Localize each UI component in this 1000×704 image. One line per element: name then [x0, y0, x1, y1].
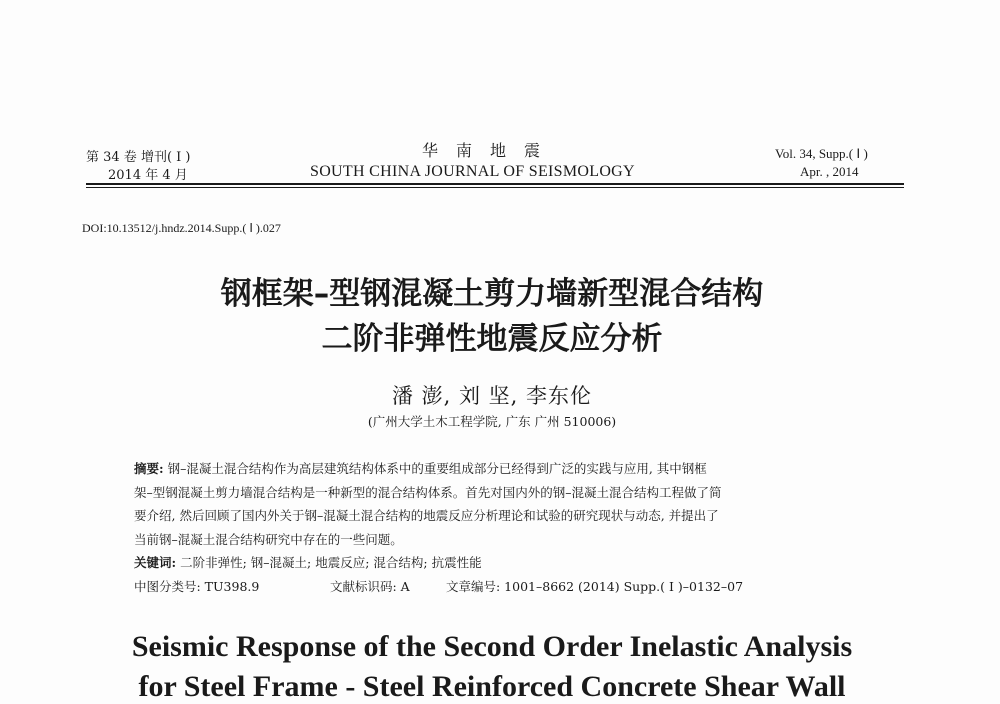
paper-title-line2: 二阶非弹性地震反应分析: [321, 321, 663, 357]
abstract-text: 钢–混凝土混合结构作为高层建筑结构体系中的重要组成部分已经得到广泛的实践与应用, 其中钢框: [163, 461, 707, 476]
journal-title-cn: 华南地震: [422, 141, 559, 160]
doi[interactable]: DOI:10.13512/j.hndz.2014.Supp.( Ⅰ ).027: [82, 221, 281, 235]
keywords-text: 二阶非弹性; 钢–混凝土; 地震反应; 混合结构; 抗震性能: [176, 555, 482, 570]
english-title-line1: Seismic Response of the Second Order Inelastic Analysis: [131, 630, 853, 663]
english-title-line2: for Steel Frame - Steel Reinforced Concrete Shear Wall: [138, 670, 846, 703]
document-code: 文献标识码: A: [330, 579, 410, 594]
header-rule-thin: [86, 187, 904, 188]
article-number: 文章编号: 1001–8662 (2014) Supp.( Ⅰ )–0132–07: [446, 579, 744, 594]
authors: 潘 澎, 刘 坚, 李东伦: [391, 384, 593, 408]
issue-date-en: Apr. , 2014: [800, 164, 859, 179]
paper-title-line1: 钢框架–型钢混凝土剪力墙新型混合结构: [220, 276, 764, 312]
abstract-line: 要介绍, 然后回顾了国内外关于钢–混凝土混合结构的地震反应分析理论和试验的研究现状与动态, 并提出了: [134, 508, 719, 523]
abstract-line: 当前钢–混凝土混合结构研究中存在的一些问题。: [134, 532, 403, 547]
clc-number: 中图分类号: TU398.9: [134, 579, 260, 594]
journal-title-en: SOUTH CHINA JOURNAL OF SEISMOLOGY: [310, 163, 635, 180]
header-rule-thick: [86, 183, 904, 185]
keywords: [134, 553, 482, 571]
abstract-line: [134, 459, 707, 477]
issue-date-cn: 2014 年 4 月: [108, 168, 188, 183]
abstract-label: 摘要:: [134, 461, 164, 476]
volume-issue: 第 34 卷 增刊( I ): [86, 150, 191, 165]
abstract-line: 架–型钢混凝土剪力墙混合结构是一种新型的混合结构体系。首先对国内外的钢–混凝土混合结构工程做了简: [134, 485, 722, 500]
volume-issue-en: Vol. 34, Supp.( Ⅰ ): [775, 146, 868, 161]
affiliation: (广州大学土木工程学院, 广东 广州 510006): [367, 414, 617, 429]
keywords-label: 关键词:: [134, 555, 177, 570]
